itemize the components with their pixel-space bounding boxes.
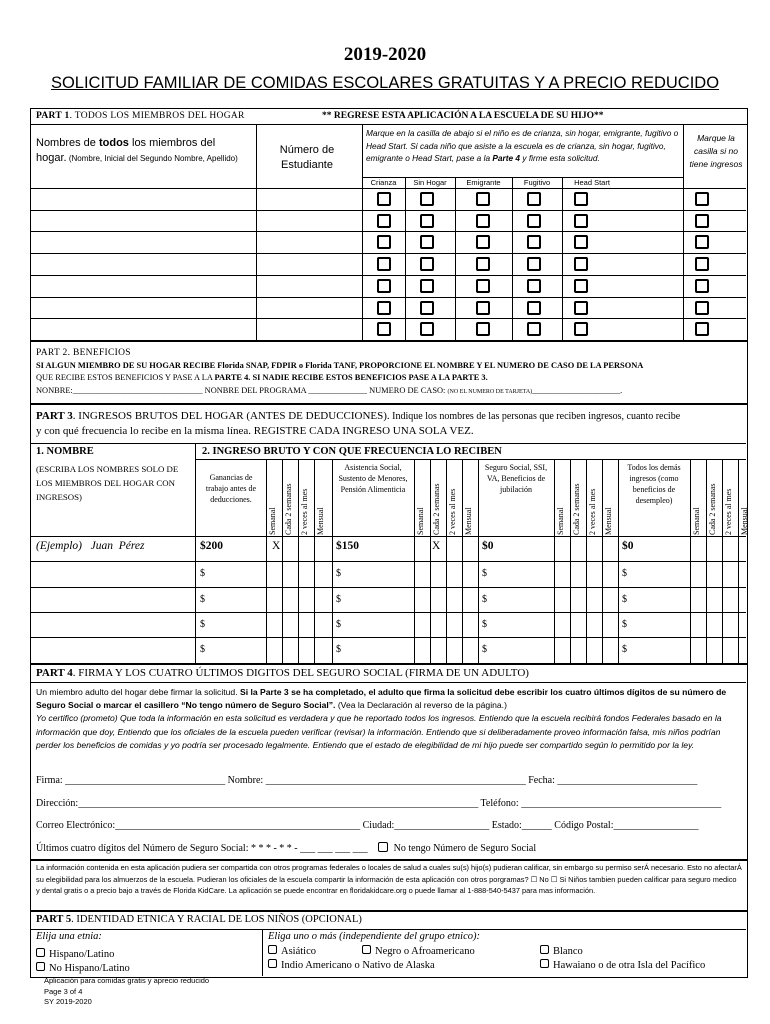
- no-ssn-checkbox[interactable]: [378, 842, 388, 852]
- income-member-name-field[interactable]: [31, 588, 194, 611]
- race-checkbox[interactable]: [540, 945, 549, 954]
- frequency-label: Mensual: [604, 507, 613, 535]
- frequency-label: 2 veces al mes: [724, 488, 733, 535]
- member-name-field[interactable]: [31, 211, 255, 231]
- income-amount-field[interactable]: $: [336, 619, 341, 630]
- income-amount-field[interactable]: $: [622, 568, 627, 579]
- no-income-checkbox[interactable]: [695, 301, 709, 315]
- race-checkbox[interactable]: [268, 945, 277, 954]
- ethnicity-option[interactable]: Hispano/Latino: [36, 948, 114, 960]
- student-number-field[interactable]: [257, 211, 361, 231]
- income-amount-field[interactable]: $: [622, 594, 627, 605]
- income-amount-field[interactable]: $: [200, 619, 205, 630]
- income-member-name-field[interactable]: [31, 613, 194, 636]
- frequency-label: Cada 2 semanas: [432, 483, 441, 535]
- status-col-3: Fugitivo: [523, 178, 551, 187]
- footer-school-year: SY 2019-2020: [44, 997, 92, 1006]
- part1-heading: PART 1. TODOS LOS MIEMBROS DEL HOGAR: [36, 111, 245, 121]
- frequency-label: Mensual: [740, 507, 749, 535]
- form-year: 2019-2020: [343, 44, 427, 65]
- part5-heading: PART 5. IDENTIDAD ETNICA Y RACIAL DE LOS NIÑOS (OPCIONAL): [36, 914, 362, 925]
- status-checkbox-head-start[interactable]: [574, 235, 588, 249]
- income-amount-field[interactable]: $: [622, 644, 627, 655]
- example-amount: $0: [482, 540, 494, 552]
- status-checkbox-fugitivo[interactable]: [527, 322, 541, 336]
- status-checkbox-head-start[interactable]: [574, 192, 588, 206]
- status-checkbox-sin-hogar[interactable]: [420, 235, 434, 249]
- status-checkbox-sin-hogar[interactable]: [420, 279, 434, 293]
- income-type-0: Ganancias de trabajo antes de deducciones.: [205, 473, 257, 504]
- example-frequency-mark: X: [432, 540, 441, 552]
- student-number-field[interactable]: [257, 276, 361, 296]
- no-income-checkbox[interactable]: [695, 322, 709, 336]
- example-amount: $200: [200, 540, 223, 552]
- example-frequency-mark: X: [272, 540, 281, 552]
- part4-paragraph1: Un miembro adulto del hogar debe firmar la solicitud. Si la Parte 3 se ha completado, el adulto que firma la solicitud debe escribir los cuatro últimos dígitos de su número de Seguro Social o marcar el casillero “No tengo número de Seguro Social”. (Vea la Declaración al reverso de la página.): [36, 687, 727, 710]
- race-option[interactable]: Hawaiano o de otra Isla del Pacífico: [540, 959, 705, 971]
- ethnicity-option[interactable]: No Hispano/Latino: [36, 962, 130, 974]
- member-name-field[interactable]: [31, 319, 255, 339]
- member-name-field[interactable]: [31, 189, 255, 209]
- status-checkbox-fugitivo[interactable]: [527, 257, 541, 271]
- income-type-3: Todos los demás ingresos (como beneficios de desempleo): [627, 463, 681, 505]
- status-col-2: Emigrante: [466, 178, 501, 187]
- member-name-field[interactable]: [31, 276, 255, 296]
- part4-heading: PART 4. FIRMA Y LOS CUATRO ÚLTIMOS DIGITOS DEL SEGURO SOCIAL (FIRMA DE UN ADULTO): [36, 667, 529, 679]
- status-checkbox-head-start[interactable]: [574, 214, 588, 228]
- status-checkbox-head-start[interactable]: [574, 279, 588, 293]
- status-checkbox-fugitivo[interactable]: [527, 214, 541, 228]
- frequency-label: 2 veces al mes: [588, 488, 597, 535]
- status-checkbox-fugitivo[interactable]: [527, 301, 541, 315]
- member-name-field[interactable]: [31, 254, 255, 274]
- student-number-header: Número de Estudiante: [279, 144, 335, 171]
- race-option[interactable]: Negro o Afroamericano: [362, 945, 475, 957]
- income-amount-field[interactable]: $: [336, 568, 341, 579]
- status-checkbox-head-start[interactable]: [574, 322, 588, 336]
- income-amount-field[interactable]: $: [482, 568, 487, 579]
- status-checkbox-crianza[interactable]: [377, 301, 391, 315]
- student-number-field[interactable]: [257, 232, 361, 252]
- income-amount-field[interactable]: $: [482, 644, 487, 655]
- no-income-header: Marque la casilla si no tiene ingresos: [689, 133, 743, 169]
- status-checkbox-sin-hogar[interactable]: [420, 322, 434, 336]
- footer-page: Page 3 of 4: [44, 986, 83, 996]
- names-column-header: Nombres de todos los miembros del hogar. (Nombre, Inicial del Segundo Nombre, Apellido): [36, 137, 238, 164]
- part3-col2-title: 2. INGRESO BRUTO Y CON QUE FRECUENCIA LO RECIBEN: [202, 446, 502, 457]
- example-amount: $0: [622, 540, 634, 552]
- status-checkbox-crianza[interactable]: [377, 279, 391, 293]
- student-number-field[interactable]: [257, 319, 361, 339]
- ethnicity-title: Elija una etnia:: [36, 931, 102, 942]
- status-col-0: Crianza: [370, 178, 397, 187]
- status-checkbox-head-start[interactable]: [574, 301, 588, 315]
- frequency-label: 2 veces al mes: [448, 488, 457, 535]
- income-amount-field[interactable]: $: [482, 594, 487, 605]
- status-checkbox-emigrante[interactable]: [476, 322, 490, 336]
- address-line[interactable]: Dirección:________________________________________________________________________________ Teléfono: ________________________________________: [36, 798, 722, 809]
- race-checkbox[interactable]: [268, 959, 277, 968]
- student-number-field[interactable]: [257, 298, 361, 318]
- part1-instructions: Marque en la casilla de abajo si el niño es de crianza, sin hogar, emigrante, fugitivo o Head Start. Si cada niño que asiste a la escuela es de crianza, sin hogar, fugitivo, emigrante o Head Start, pase a la Parte 4 y firme esta solicitud.: [366, 128, 679, 163]
- ethnicity-checkbox[interactable]: [36, 948, 45, 957]
- status-checkbox-emigrante[interactable]: [476, 279, 490, 293]
- frequency-label: Semanal: [556, 507, 565, 535]
- email-city-line[interactable]: Correo Electrónico:_________________________________________________ Ciudad:___________________ Estado:______ Código Postal:_________________: [36, 820, 699, 831]
- part3-heading: PART 3. INGRESOS BRUTOS DEL HOGAR (ANTES DE DEDUCCIONES). Indique los nombres de las personas que reciben ingresos, cuanto recibe y con qué frecuencia lo recibe en la misma línea. REGISTRE CADA INGRESO UNA SOLA VEZ.: [36, 410, 681, 437]
- status-checkbox-crianza[interactable]: [377, 192, 391, 206]
- example-amount: $150: [336, 540, 359, 552]
- income-amount-field[interactable]: $: [336, 594, 341, 605]
- status-checkbox-crianza[interactable]: [377, 214, 391, 228]
- income-amount-field[interactable]: $: [200, 594, 205, 605]
- income-amount-field[interactable]: $: [336, 644, 341, 655]
- race-checkbox[interactable]: [362, 945, 371, 954]
- form-title: SOLICITUD FAMILIAR DE COMIDAS ESCOLARES GRATUITAS Y A PRECIO REDUCIDO: [50, 74, 720, 92]
- footer-line1: Aplicación para comidas gratis y aprecio reducido: [44, 976, 210, 985]
- status-checkbox-sin-hogar[interactable]: [420, 301, 434, 315]
- status-checkbox-emigrante[interactable]: [476, 301, 490, 315]
- status-col-1: Sin Hogar: [413, 178, 447, 187]
- frequency-label: Semanal: [268, 507, 277, 535]
- footer: [44, 976, 209, 1008]
- status-checkbox-crianza[interactable]: [377, 322, 391, 336]
- member-name-field[interactable]: [31, 232, 255, 252]
- signature-line[interactable]: Firma: ________________________________ Nombre: ____________________________________________________ Fecha: ____________________________: [36, 775, 698, 786]
- part4-certification: Yo certifico (prometo) Que toda la información en esta solicitud es verdadera y que he reportado todos los ingresos. Entiendo que la escuela recibirá fondos Federales basado en la información que doy, Entiendo que los oficiales de la escuela pueden verificar (revisar) la información. Entiendo que si deliberadamente proveo información falsa, mis niños podrían perder los beneficios de comidas y yo podría ser procesado legalmente. Entiendo que el estado de elegibilidad de mi hijo puede ser compartido según lo permitido por la ley.: [36, 713, 722, 750]
- member-name-field[interactable]: [31, 298, 255, 318]
- status-checkbox-fugitivo[interactable]: [527, 279, 541, 293]
- race-title: Eliga uno o más (independiente del grupo etnico):: [268, 931, 480, 942]
- status-checkbox-fugitivo[interactable]: [527, 192, 541, 206]
- frequency-label: Cada 2 semanas: [708, 483, 717, 535]
- status-col-4: Head Start: [574, 178, 610, 187]
- disclosure-text: La información contenida en esta aplicación pudiera ser compartida con otros programas federales o locales de salud a cuales su(s) hijo(s) pudieran calificar, sin embargo su permiso serÁ necesario. Esto no afectarÁ su elegibilidad para los almuerzos de la escuela. Pudieran los oficiales de la escuela compartir la información de esta aplicación con otros porgramas? ☐ No ☐ Si Niños tambien pueden calificar para seguro medico y dental gratis o a precio bajo a través de Florida KidCare. La aplicación se puede encontrar en floridakidcare.org o puede llamar al 1-888-540-5437 para mas información.: [36, 863, 742, 895]
- ethnicity-checkbox[interactable]: [36, 962, 45, 971]
- no-income-checkbox[interactable]: [695, 279, 709, 293]
- status-checkbox-emigrante[interactable]: [476, 257, 490, 271]
- no-income-checkbox[interactable]: [695, 235, 709, 249]
- income-type-2: Seguro Social, SSI, VA, Beneficios de jubilación: [484, 463, 548, 494]
- status-checkbox-sin-hogar[interactable]: [420, 214, 434, 228]
- status-checkbox-emigrante[interactable]: [476, 235, 490, 249]
- race-option[interactable]: Indio Americano o Nativo de Alaska: [268, 959, 435, 971]
- no-income-checkbox[interactable]: [695, 214, 709, 228]
- status-checkbox-sin-hogar[interactable]: [420, 257, 434, 271]
- part1-return-note: ** REGRESE ESTA APLICACIÓN A LA ESCUELA DE SU HIJO**: [322, 111, 604, 121]
- frequency-label: Mensual: [316, 507, 325, 535]
- status-checkbox-head-start[interactable]: [574, 257, 588, 271]
- income-member-name-field[interactable]: [31, 638, 194, 661]
- status-checkbox-crianza[interactable]: [377, 257, 391, 271]
- example-name: (Ejemplo) Juan Pérez: [36, 540, 145, 552]
- status-checkbox-emigrante[interactable]: [476, 192, 490, 206]
- frequency-label: Mensual: [464, 507, 473, 535]
- part3-col1-title: 1. NOMBRE: [36, 446, 94, 457]
- income-type-1: Asistencia Social, Sustento de Menores, Pensión Alimenticia: [338, 463, 408, 494]
- status-checkbox-crianza[interactable]: [377, 235, 391, 249]
- no-income-checkbox[interactable]: [695, 192, 709, 206]
- income-member-name-field[interactable]: [31, 562, 194, 585]
- income-amount-field[interactable]: $: [200, 644, 205, 655]
- part2-benefit-fields[interactable]: NONBRE:_______________________________ NONBRE DEL PROGRAMA ______________ NUMERO DE CASO: (NO EL NUMERO DE TARJETA)_____________________.: [36, 386, 623, 395]
- part2-instructions: SI ALGUN MIEMBRO DE SU HOGAR RECIBE Florida SNAP, FDPIR o Florida TANF, PROPORCIONE EL NOMBRE Y EL NUMERO DE CASO DE LA PERSONA QUE RECIBE ESTOS BENEFICIOS Y PASE A LA PARTE 4. SI NADIE RECIBE ESTOS BENEFICIOS PASE A LA PARTE 3.: [36, 361, 644, 382]
- income-amount-field[interactable]: $: [200, 568, 205, 579]
- income-amount-field[interactable]: $: [482, 619, 487, 630]
- ssn-line[interactable]: Últimos cuatro dígitos del Número de Seguro Social: * * * - * * - ___ ___ ___ ___ No tengo Número de Seguro Social: [36, 843, 537, 854]
- frequency-label: 2 veces al mes: [300, 488, 309, 535]
- status-checkbox-fugitivo[interactable]: [527, 235, 541, 249]
- student-number-field[interactable]: [257, 189, 361, 209]
- part3-col1-hint: (ESCRIBA LOS NOMBRES SOLO DE LOS MIEMBROS DEL HOGAR CON INGRESOS): [36, 464, 179, 502]
- race-option[interactable]: Asiático: [268, 945, 316, 957]
- no-income-checkbox[interactable]: [695, 257, 709, 271]
- income-amount-field[interactable]: $: [622, 619, 627, 630]
- status-checkbox-sin-hogar[interactable]: [420, 192, 434, 206]
- race-option[interactable]: Blanco: [540, 945, 583, 957]
- frequency-label: Semanal: [692, 507, 701, 535]
- frequency-label: Semanal: [416, 507, 425, 535]
- student-number-field[interactable]: [257, 254, 361, 274]
- race-checkbox[interactable]: [540, 959, 549, 968]
- frequency-label: Cada 2 semanas: [572, 483, 581, 535]
- part2-heading: PART 2. BENEFICIOS: [36, 348, 131, 358]
- status-checkbox-emigrante[interactable]: [476, 214, 490, 228]
- frequency-label: Cada 2 semanas: [284, 483, 293, 535]
